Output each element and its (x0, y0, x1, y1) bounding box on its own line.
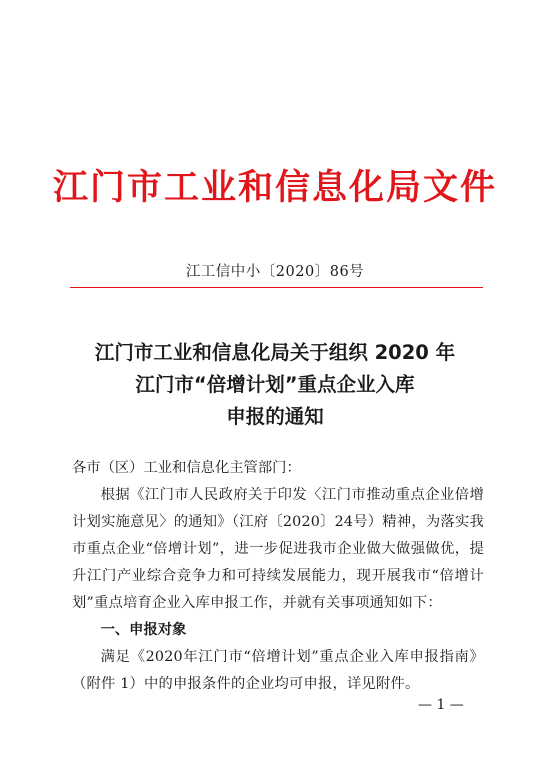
paragraph-eligibility: 满足《2020年江门市“倍增计划”重点企业入库申报指南》（附件 1）中的申报条件的企业均可申报，详见附件。 (72, 649, 484, 692)
red-divider-line (70, 287, 483, 288)
document-body (72, 455, 484, 698)
addressee: 各市（区）工业和信息化主管部门： (72, 460, 301, 476)
document-number: 江工信中小〔2020〕86号 (185, 264, 365, 280)
section-heading-1: 一、申报对象 (100, 622, 187, 638)
paragraph-intro: 根据《江门市人民政府关于印发〈江门市推动重点企业倍增计划实施意见〉的通知》（江府〔2020〕24号）精神，为落实我市重点企业“倍增计划”，进一步促进我市企业做大做强做优，提升江门产业综合竞争力和可持续发展能力，现开展我市“倍增计划”重点培育企业入库申报工作，并就有关事项通知如下： (72, 487, 484, 611)
document-title (0, 337, 550, 433)
title-line-3: 申报的通知 (226, 405, 324, 428)
title-line-2: 江门市“倍增计划”重点企业入库 (135, 373, 415, 396)
issuer-masthead: 江门市工业和信息化局文件 (52, 168, 497, 208)
title-line-1: 江门市工业和信息化局关于组织 2020 年 (94, 341, 456, 364)
page-number: — 1 — (418, 697, 464, 713)
